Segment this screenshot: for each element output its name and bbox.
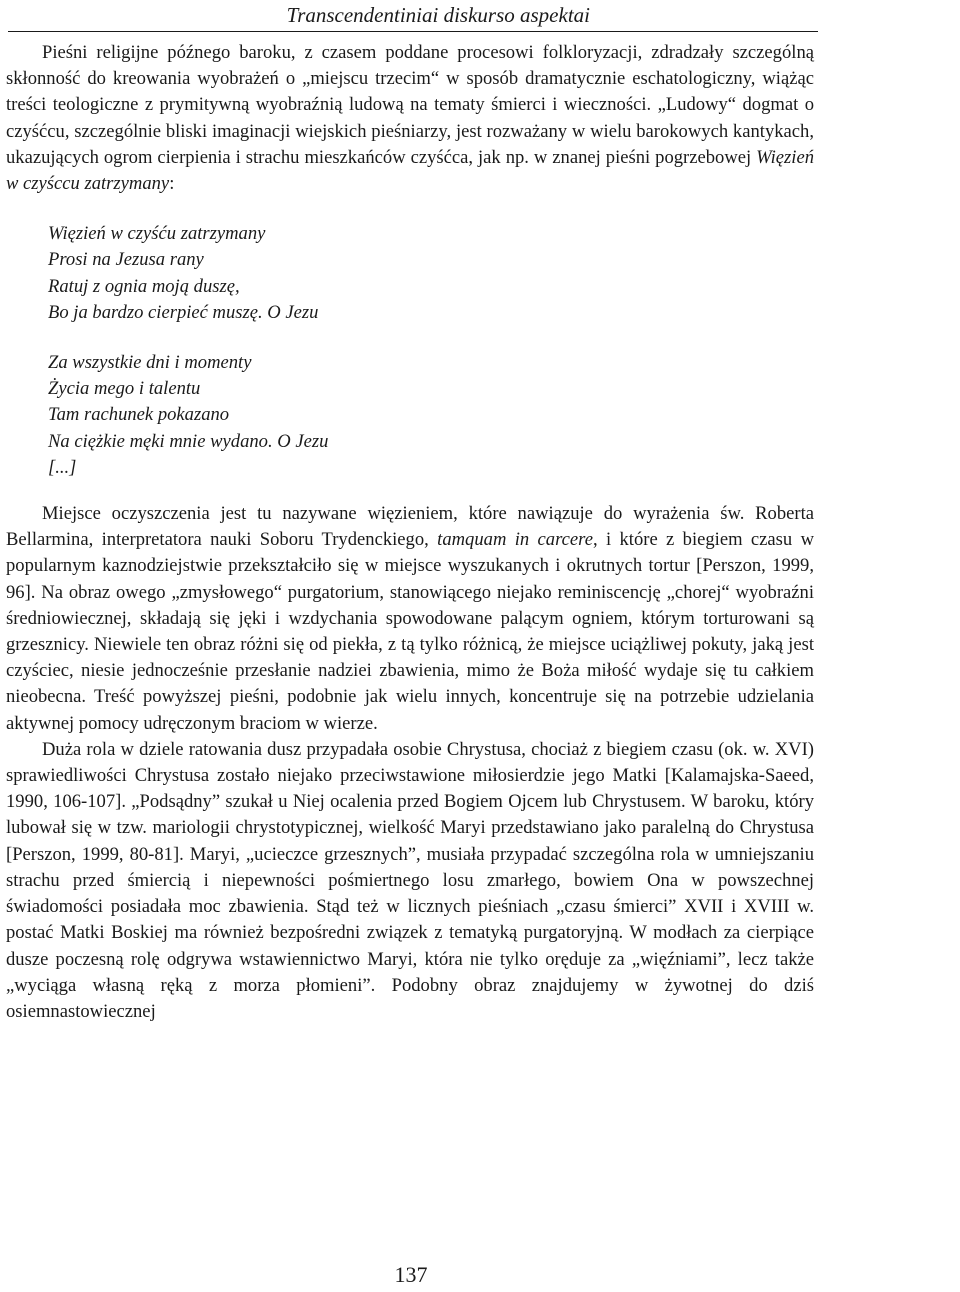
verse-line: Za wszystkie dni i momenty [48,352,252,374]
paragraph-2-text: Miejsce oczyszczenia jest tu nazywane więzieniem, które nawiązuje do wyrażenia św. Roberta Bellarmina, interpretatora nauki Soboru Trydenckiego, [6,503,814,551]
paragraph-1 [6,40,814,197]
stanza-1 [48,221,814,326]
paragraph-1-colon: : [169,173,175,195]
verse-line: Bo ja bardzo cierpieć muszę. O Jezu [48,301,319,323]
verse-line: Tam rachunek pokazano [48,404,230,426]
body-text [6,40,814,1025]
page-number: 137 [394,1262,428,1287]
verse-quotation [48,221,814,481]
paragraph-2 [6,501,814,737]
song-title: Więzień w czyśccu zatrzymany [6,146,814,195]
paragraph-3: Duża rola w dziele ratowania dusz przypadała osobie Chrystusa, chociaż z biegiem czasu (ok. w. XVI) sprawiedliwości Chrystusa zostało niejako przeciwstawione miłosierdzie jego Matki [Kalamajska-Saeed, 1990, 106-107]. „Podsądny” szukał u Niej ocalenia przed Bogiem Ojcem lub Chrystusem. W baroku, który lubował się w tzw. mariologii chrystotypicznej, wielkość Maryi przedstawiano jako paralelną do Chrystusa [Perszon, 1999, 80-81]. Maryi, „ucieczce grzesznych”, musiała przypadać szczególna rola w umniejszaniu strachu przed śmiercią i niepewności pośmiertnego losu zmarłego, bowiem Ona w powszechnej świadomości posiadała moc zbawienia. Stąd też w licznych pieśniach „czasu śmierci” XVII i XVIII w. postać Matki Boskiej ma również bezpośredni związek z tematyką purgatoryjną. W modłach za cierpiące dusze poczesną rolę odgrywa wstawiennictwo Maryi, która nie tylko oręduje za „więźniami”, lecz także „wyciąga własną ręką z morza płomieni”. Podobny obraz znajdujemy w żywotnej do dziś osiemnastowiecznej [6,738,814,1022]
running-header: Transcendentiniai diskurso aspektai [286,3,590,27]
verse-line: Więzień w czyśću zatrzymany [48,223,266,245]
verse-line: Ratuj z ognia moją duszę, [48,275,240,297]
verse-line: Życia mego i talentu [48,378,201,400]
verse-line: Prosi na Jezusa rany [48,249,204,271]
verse-ellipsis: [...] [48,456,77,478]
paragraph-2-text-cont: , i które z biegiem czasu w popularnym kaznodziejstwie przekształciło się w miejsce wyszukanych i okrutnych tortur [Perszon, 1999, 96]. Na obraz owego „zmysłowego“ purgatorium, stanowiącego niejako reminiscencję „chorej“ wyobraźni średniowiecznej, składają się jęki i wzdychania spowodowane palącym ogniem, którym torturowani są grzesznicy. Niewiele ten obraz różni się od piekła, z tą tylko różnicą, że miejsce uciążliwej pokuty, jaką jest czyściec, niesie jednocześnie przesłanie nadziei zbawienia, mimo że Boża miłość wydaje się tu całkiem nieobecna. Treść powyższej pieśni, podobnie jak wielu innych, koncentruje się na potrzebie udzielania aktywnej pomocy udręczonym braciom w wierze. [6,529,814,734]
verse-line: Na ciężkie męki mnie wydano. O Jezu [48,430,329,452]
stanza-2 [48,350,814,481]
header-rule [8,31,818,32]
latin-phrase: tamquam in carcere [437,529,593,551]
paragraph-1-text: Pieśni religijne późnego baroku, z czasem poddane procesowi folkloryzacji, zdradzały szczególną skłonność do kreowania wyobrażeń o „miejscu trzecim“ w sposób dramatycznie eschatologiczny, wiążąc treści teologiczne z prymitywną wyobraźnią ludową na tematy śmierci i wieczności. „Ludowy“ dogmat o czyśćcu, szczególnie bliski imaginacji wiejskich pieśniarzy, jest rozważany w wielu barokowych kantykach, ukazujących ogrom cierpienia i strachu mieszkańców czyśćca, jak np. w znanej pieśni pogrzebowej [6,42,814,168]
